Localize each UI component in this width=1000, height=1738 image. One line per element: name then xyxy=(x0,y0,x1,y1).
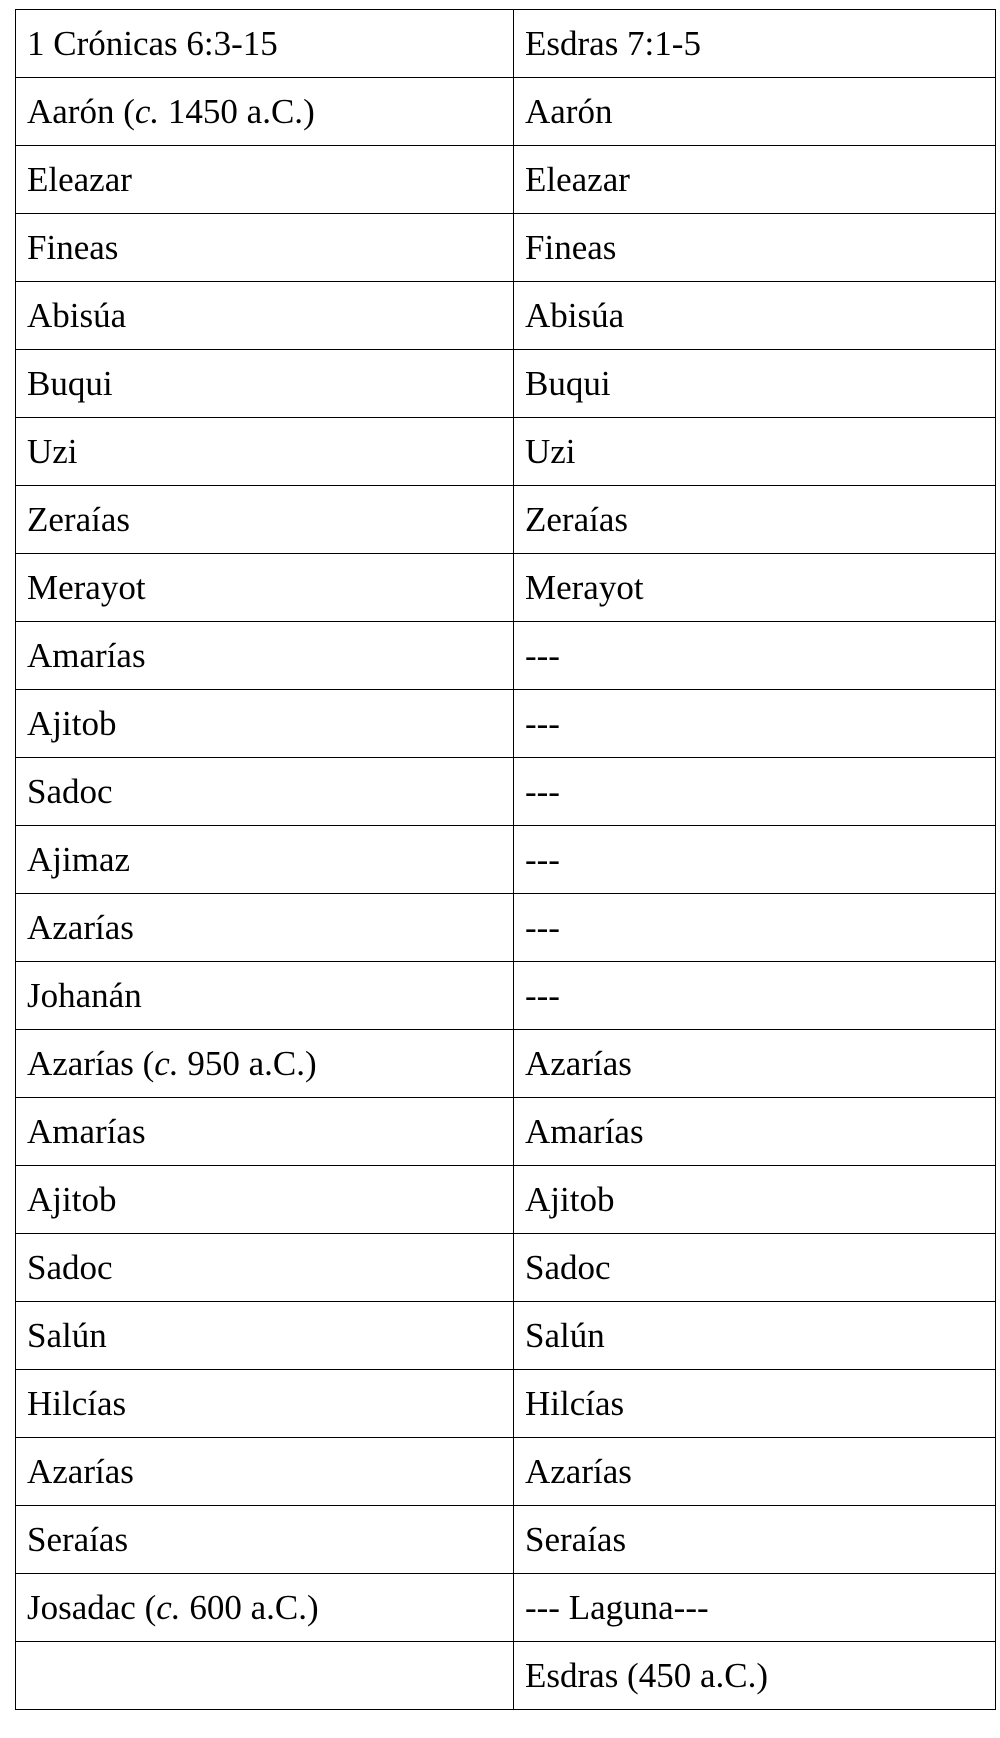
cell-name: Buqui xyxy=(27,364,113,403)
cell-esdras xyxy=(514,1642,996,1710)
table-row xyxy=(16,1642,996,1710)
cell-name: Azarías xyxy=(27,908,134,947)
cell-name: Hilcías xyxy=(525,1384,625,1423)
cell-esdras xyxy=(514,554,996,622)
cell-name: Ajitob xyxy=(525,1180,615,1219)
cell-name: Eleazar xyxy=(27,160,132,199)
cell-name: --- xyxy=(525,772,560,811)
cell-name: Uzi xyxy=(525,432,576,471)
cell-cronicas xyxy=(16,1506,514,1574)
table-row xyxy=(16,1506,996,1574)
table-row xyxy=(16,758,996,826)
cell-esdras xyxy=(514,622,996,690)
cell-date: 600 a.C. xyxy=(189,1588,307,1627)
header-cell-1-cronicas: 1 Crónicas 6:3-15 xyxy=(16,10,514,78)
table-row xyxy=(16,418,996,486)
cell-esdras xyxy=(514,690,996,758)
cell-cronicas xyxy=(16,1642,514,1710)
cell-name: Zeraías xyxy=(525,500,628,539)
cell-esdras xyxy=(514,1098,996,1166)
table-row xyxy=(16,1234,996,1302)
cell-name: Sadoc xyxy=(525,1248,611,1287)
table-row xyxy=(16,1574,996,1642)
cell-esdras xyxy=(514,894,996,962)
cell-cronicas xyxy=(16,622,514,690)
cell-name: Hilcías xyxy=(27,1384,127,1423)
header-cell-esdras: Esdras 7:1-5 xyxy=(514,10,996,78)
table-row xyxy=(16,690,996,758)
cell-esdras xyxy=(514,962,996,1030)
cell-cronicas xyxy=(16,418,514,486)
cell-cronicas: Aarón (c. 1450 a.C.) xyxy=(16,78,514,146)
cell-name: Salún xyxy=(27,1316,107,1355)
cell-name: Fineas xyxy=(525,228,617,267)
cell-name: Johanán xyxy=(27,976,142,1015)
cell-name: Uzi xyxy=(27,432,78,471)
cell-name: Azarías xyxy=(525,1044,632,1083)
cell-name: Aarón xyxy=(525,92,613,131)
cell-name: Esdras (450 a.C.) xyxy=(525,1656,769,1695)
cell-esdras xyxy=(514,350,996,418)
cell-name: --- xyxy=(525,976,560,1015)
cell-esdras xyxy=(514,282,996,350)
circa-abbrev: c. xyxy=(156,1588,181,1627)
table-row xyxy=(16,1166,996,1234)
cell-cronicas xyxy=(16,486,514,554)
cell-name: Eleazar xyxy=(525,160,630,199)
cell-name: Amarías xyxy=(27,636,146,675)
cell-cronicas xyxy=(16,894,514,962)
circa-abbrev: c. xyxy=(154,1044,179,1083)
cell-esdras xyxy=(514,486,996,554)
table-header-row xyxy=(16,10,996,78)
cell-name: Salún xyxy=(525,1316,605,1355)
cell-esdras xyxy=(514,1030,996,1098)
cell-name: --- xyxy=(525,704,560,743)
cell-name: Ajitob xyxy=(27,1180,117,1219)
cell-cronicas xyxy=(16,1166,514,1234)
cell-name: Zeraías xyxy=(27,500,130,539)
cell-cronicas xyxy=(16,146,514,214)
cell-name: --- xyxy=(525,840,560,879)
cell-cronicas xyxy=(16,826,514,894)
cell-name: Seraías xyxy=(525,1520,627,1559)
cell-cronicas xyxy=(16,962,514,1030)
cell-name: --- Laguna--- xyxy=(525,1588,709,1627)
table-row xyxy=(16,486,996,554)
table-row xyxy=(16,1030,996,1098)
cell-esdras xyxy=(514,1166,996,1234)
circa-abbrev: c. xyxy=(134,92,160,131)
table-row xyxy=(16,826,996,894)
cell-name: Merayot xyxy=(27,568,146,607)
cell-name: Ajitob xyxy=(27,704,117,743)
table-row xyxy=(16,622,996,690)
table-row xyxy=(16,962,996,1030)
cell-name: Buqui xyxy=(525,364,611,403)
cell-name: Merayot xyxy=(525,568,644,607)
cell-esdras xyxy=(514,214,996,282)
table-row xyxy=(16,1098,996,1166)
cell-name: Ajimaz xyxy=(27,840,131,879)
cell-esdras xyxy=(514,78,996,146)
cell-date: 950 a.C. xyxy=(187,1044,305,1083)
cell-esdras xyxy=(514,826,996,894)
cell-cronicas xyxy=(16,1302,514,1370)
cell-name: Azarías xyxy=(27,1452,134,1491)
cell-name: Abisúa xyxy=(27,296,127,335)
genealogy-table xyxy=(15,9,996,1710)
cell-esdras xyxy=(514,418,996,486)
cell-name: Josadac xyxy=(27,1588,136,1627)
table-row xyxy=(16,554,996,622)
cell-cronicas: Josadac (c. 600 a.C.) xyxy=(16,1574,514,1642)
table-row xyxy=(16,350,996,418)
cell-esdras xyxy=(514,1370,996,1438)
cell-name: Abisúa xyxy=(525,296,625,335)
cell-esdras xyxy=(514,1438,996,1506)
cell-name: Aarón xyxy=(27,92,115,131)
cell-name: Seraías xyxy=(27,1520,129,1559)
cell-cronicas xyxy=(16,1234,514,1302)
cell-date: 1450 a.C. xyxy=(167,92,304,131)
table-row xyxy=(16,78,996,146)
cell-cronicas: Azarías (c. 950 a.C.) xyxy=(16,1030,514,1098)
table-row xyxy=(16,282,996,350)
table-row xyxy=(16,1438,996,1506)
cell-cronicas xyxy=(16,554,514,622)
cell-name: Azarías xyxy=(27,1044,134,1083)
table-body xyxy=(16,78,996,1710)
table-row xyxy=(16,146,996,214)
cell-esdras xyxy=(514,1506,996,1574)
table-row xyxy=(16,1370,996,1438)
cell-esdras xyxy=(514,146,996,214)
cell-name: Sadoc xyxy=(27,1248,113,1287)
cell-name: --- xyxy=(525,908,560,947)
cell-cronicas xyxy=(16,1098,514,1166)
cell-cronicas xyxy=(16,350,514,418)
cell-name: Fineas xyxy=(27,228,119,267)
cell-cronicas xyxy=(16,690,514,758)
cell-cronicas xyxy=(16,758,514,826)
table-row xyxy=(16,894,996,962)
cell-esdras xyxy=(514,1302,996,1370)
cell-name: Amarías xyxy=(27,1112,146,1151)
cell-esdras xyxy=(514,1574,996,1642)
cell-cronicas xyxy=(16,214,514,282)
cell-name: Amarías xyxy=(525,1112,644,1151)
cell-name: --- xyxy=(525,636,560,675)
cell-esdras xyxy=(514,1234,996,1302)
cell-cronicas xyxy=(16,1438,514,1506)
table-row xyxy=(16,214,996,282)
cell-name: Sadoc xyxy=(27,772,113,811)
cell-esdras xyxy=(514,758,996,826)
cell-cronicas xyxy=(16,282,514,350)
cell-name: Azarías xyxy=(525,1452,632,1491)
cell-cronicas xyxy=(16,1370,514,1438)
table-row xyxy=(16,1302,996,1370)
